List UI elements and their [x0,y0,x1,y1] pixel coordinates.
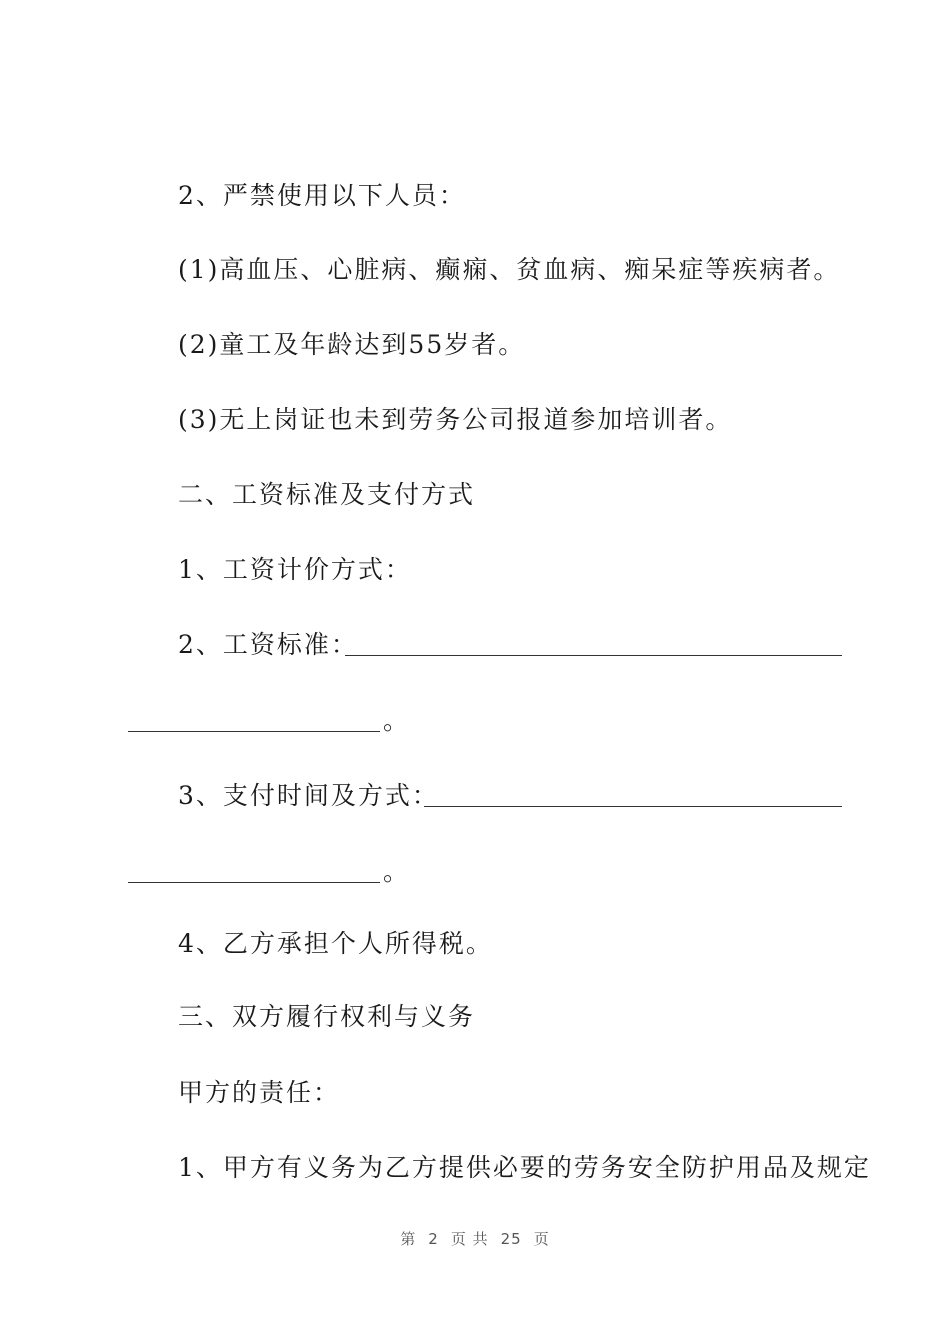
footer-suffix: 页 [533,1230,550,1248]
footer-middle: 页 共 [450,1230,489,1248]
paragraph: 甲方的责任： [178,1078,341,1107]
paragraph: (3)无上岗证也未到劳务公司报道参加培训者。 [178,405,733,434]
footer-total-pages: 25 [500,1230,522,1248]
paragraph: 2、工资标准： [178,630,358,659]
paragraph-end: 。 [383,706,411,735]
paragraph: 1、工资计价方式： [178,555,412,584]
paragraph-end: 。 [383,857,411,886]
fill-in-blank [128,882,380,883]
footer-prefix: 第 [400,1230,417,1248]
paragraph: (1)高血压、心脏病、癫痫、贫血病、痴呆症等疾病者。 [178,255,841,284]
paragraph: 3、支付时间及方式： [178,781,439,810]
footer-page-number: 2 [428,1230,439,1248]
fill-in-blank [424,806,842,807]
paragraph: 1、甲方有义务为乙方提供必要的劳务安全防护用品及规定 [178,1153,871,1182]
paragraph: (2)童工及年龄达到55岁者。 [178,330,526,359]
section-heading: 二、工资标准及支付方式 [178,480,476,509]
fill-in-blank [128,731,380,732]
page-footer [0,1228,950,1249]
section-heading: 三、双方履行权利与义务 [178,1002,476,1031]
paragraph: 2、严禁使用以下人员： [178,181,466,210]
fill-in-blank [345,655,842,656]
paragraph: 4、乙方承担个人所得税。 [178,929,493,958]
